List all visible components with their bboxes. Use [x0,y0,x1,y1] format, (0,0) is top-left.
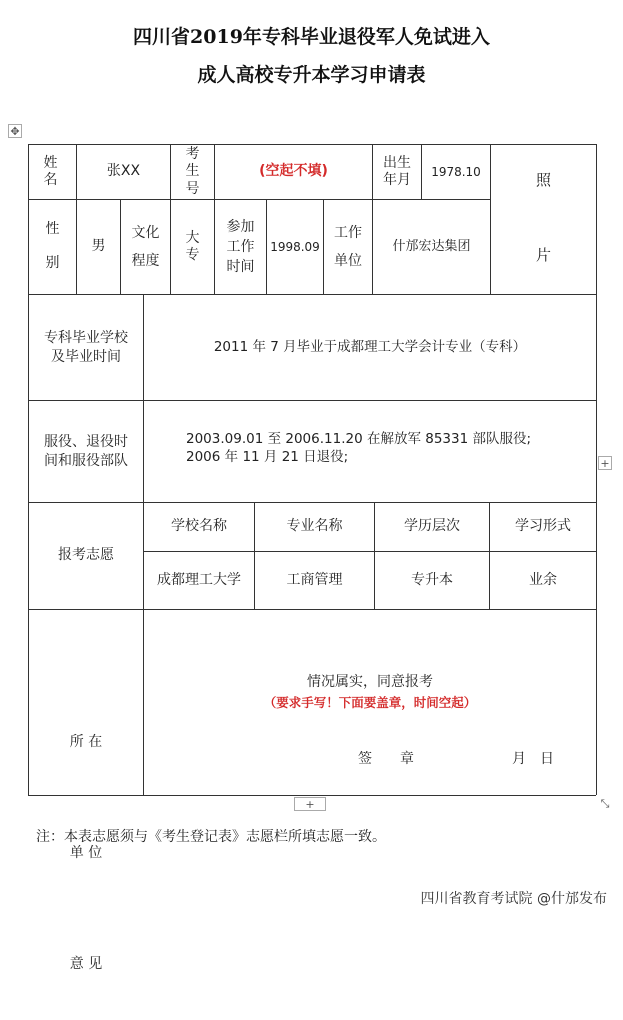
header-major-name: 专业名称 [286,518,343,535]
value-degree-level: 专升本 [411,571,453,588]
value-school-name: 成都理工大学 [157,571,241,588]
application-label: 报考志愿 [58,547,114,564]
value-study-mode: 业余 [529,571,557,588]
opinion-label-line2: 单 位 [69,845,103,861]
add-row-plus-icon[interactable]: + [294,797,326,811]
graduation-label-line1: 专科毕业学校 [44,329,128,346]
service-value [186,430,591,466]
work-start-label: 参加工作时间 [226,218,255,276]
education-label: 文化程度 [131,225,160,269]
service-label-line1: 服役、退役时 [44,433,128,450]
work-start-value: 1998.09 [270,239,320,254]
birth-label: 出生年月 [383,154,411,188]
exam-no-label: 考生号 [185,145,200,197]
birth-value: 1978.10 [431,164,481,179]
graduation-value: 2011 年 7 月毕业于成都理工大学会计专业（专科） [213,339,527,356]
service-label-line2: 间和服役部队 [44,452,128,469]
photo-label-bottom: 片 [535,245,551,264]
opinion-label-line3: 意 见 [69,956,103,972]
graduation-label [29,295,143,400]
name-label: 姓名 [43,154,62,188]
gender-value: 男 [91,238,106,255]
employer-value: 什邡宏达集团 [392,238,471,254]
form-title-line2: 成人高校专升本学习申请表 [197,64,426,86]
opinion-statement: 情况属实，同意报考 [307,674,433,691]
photo-label-top: 照 [535,170,551,189]
service-discharge: 2006 年 11 月 21 日退役; [186,449,349,466]
gender-label: 性别 [45,221,60,271]
service-period: 2003.09.01 至 2006.11.20 在解放军 85331 部队服役; [186,431,532,447]
value-major-name: 工商管理 [286,571,343,588]
opinion-instruction: （要求手写！下面要盖章，时间空起） [263,695,477,711]
exam-no-note: (空起不填) [259,163,328,180]
date-label: 月 日 [512,751,554,767]
table-move-handle-icon[interactable]: ✥ [8,124,22,138]
form-note: 注：本表志愿须与《考生登记表》志愿栏所填志愿一致。 [36,829,386,845]
employer-label: 工作单位 [334,225,362,269]
service-label [29,401,143,502]
add-column-plus-icon[interactable]: + [598,456,612,470]
resize-table-icon[interactable]: ⤡ [598,797,612,811]
header-study-mode: 学习形式 [515,518,571,535]
watermark-footer: 四川省教育考试院 @什邡发布 [419,888,609,908]
signature-stamp-label: 签 章 [358,751,414,767]
opinion-label-line1: 所 在 [69,734,103,750]
header-school-name: 学校名称 [171,518,227,535]
form-title-line1: 四川省2019年专科毕业退役军人免试进入 [133,26,490,48]
name-value: 张XX [106,163,141,180]
graduation-label-line2: 及毕业时间 [51,348,121,365]
education-value: 大专 [185,229,200,263]
header-degree-level: 学历层次 [404,518,460,535]
